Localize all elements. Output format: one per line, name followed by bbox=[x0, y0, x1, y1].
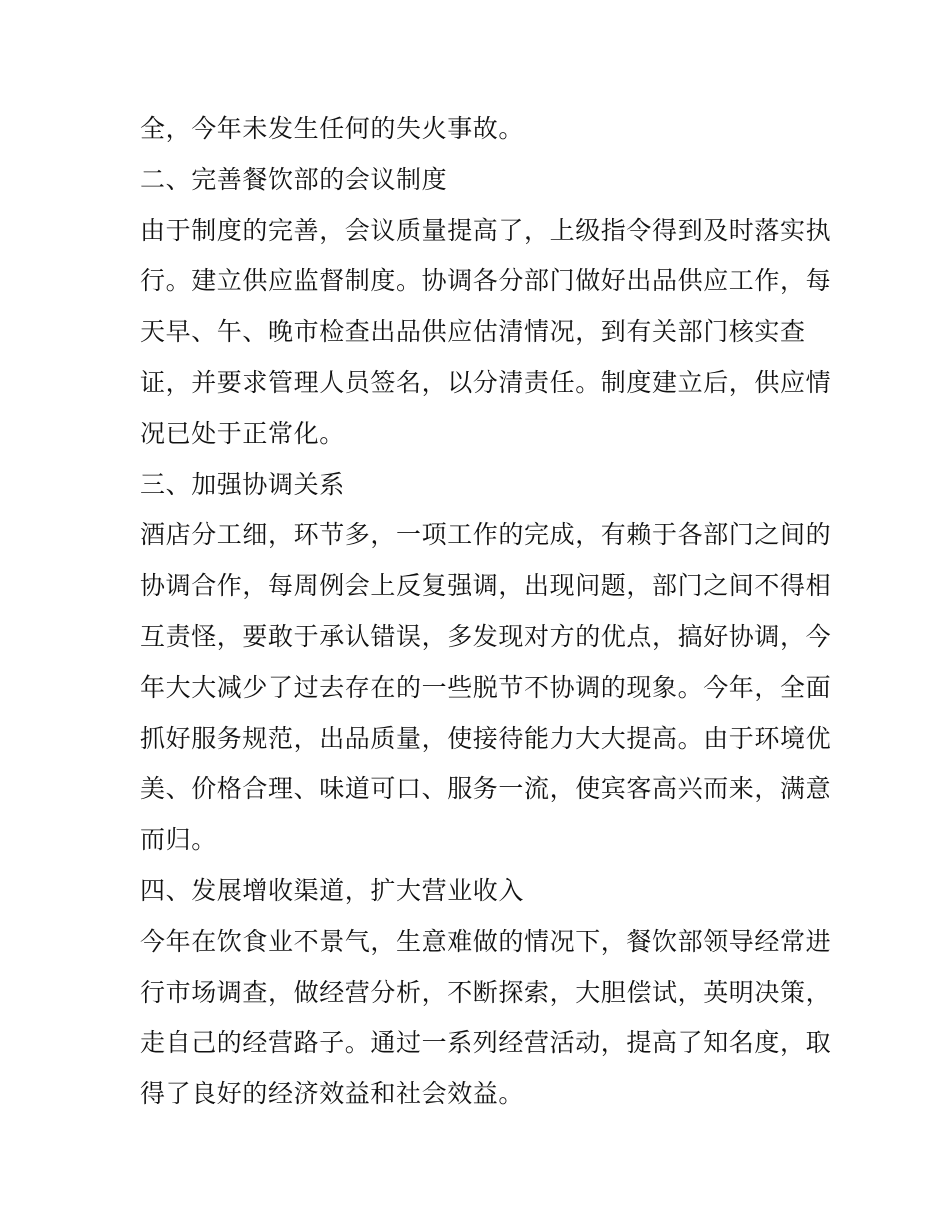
text-line: 得了良好的经济效益和社会效益。 bbox=[140, 1079, 525, 1109]
text-line: 年大大减少了过去存在的一些脱节不协调的现象。今年，全面 bbox=[140, 672, 832, 702]
document-page bbox=[140, 104, 832, 1120]
text-line: 由于制度的完善，会议质量提高了，上级指令得到及时落实执 bbox=[140, 215, 832, 245]
text-line: 证，并要求管理人员签名，以分清责任。制度建立后，供应情 bbox=[140, 367, 832, 397]
text-line: 况已处于正常化。 bbox=[140, 418, 345, 448]
section-heading: 三、加强协调关系 bbox=[140, 469, 345, 499]
text-line: 天早、午、晚市检查出品供应估清情况，到有关部门核实查 bbox=[140, 317, 806, 347]
text-line: 酒店分工细，环节多，一项工作的完成，有赖于各部门之间的 bbox=[140, 520, 832, 550]
text-line: 抓好服务规范，出品质量，使接待能力大大提高。由于环境优 bbox=[140, 723, 832, 753]
text-line: 行市场调查，做经营分析，不断探索，大胆偿试，英明决策， bbox=[140, 977, 832, 1007]
text-line: 协调合作，每周例会上反复强调，出现问题，部门之间不得相 bbox=[140, 571, 832, 601]
text-line: 而归。 bbox=[140, 825, 217, 855]
section-heading: 四、发展增收渠道，扩大营业收入 bbox=[140, 875, 525, 905]
section-heading: 二、完善餐饮部的会议制度 bbox=[140, 164, 448, 194]
text-line: 全，今年未发生任何的失火事故。 bbox=[140, 114, 525, 143]
text-line: 美、价格合理、味道可口、服务一流，使宾客高兴而来，满意 bbox=[140, 774, 832, 804]
text-line: 今年在饮食业不景气，生意难做的情况下，餐饮部领导经常进 bbox=[140, 926, 832, 956]
text-line: 行。建立供应监督制度。协调各分部门做好出品供应工作，每 bbox=[140, 266, 832, 296]
text-line: 互责怪，要敢于承认错误，多发现对方的优点，搞好协调，今 bbox=[140, 621, 832, 651]
text-line: 走自己的经营路子。通过一系列经营活动，提高了知名度，取 bbox=[140, 1028, 832, 1058]
